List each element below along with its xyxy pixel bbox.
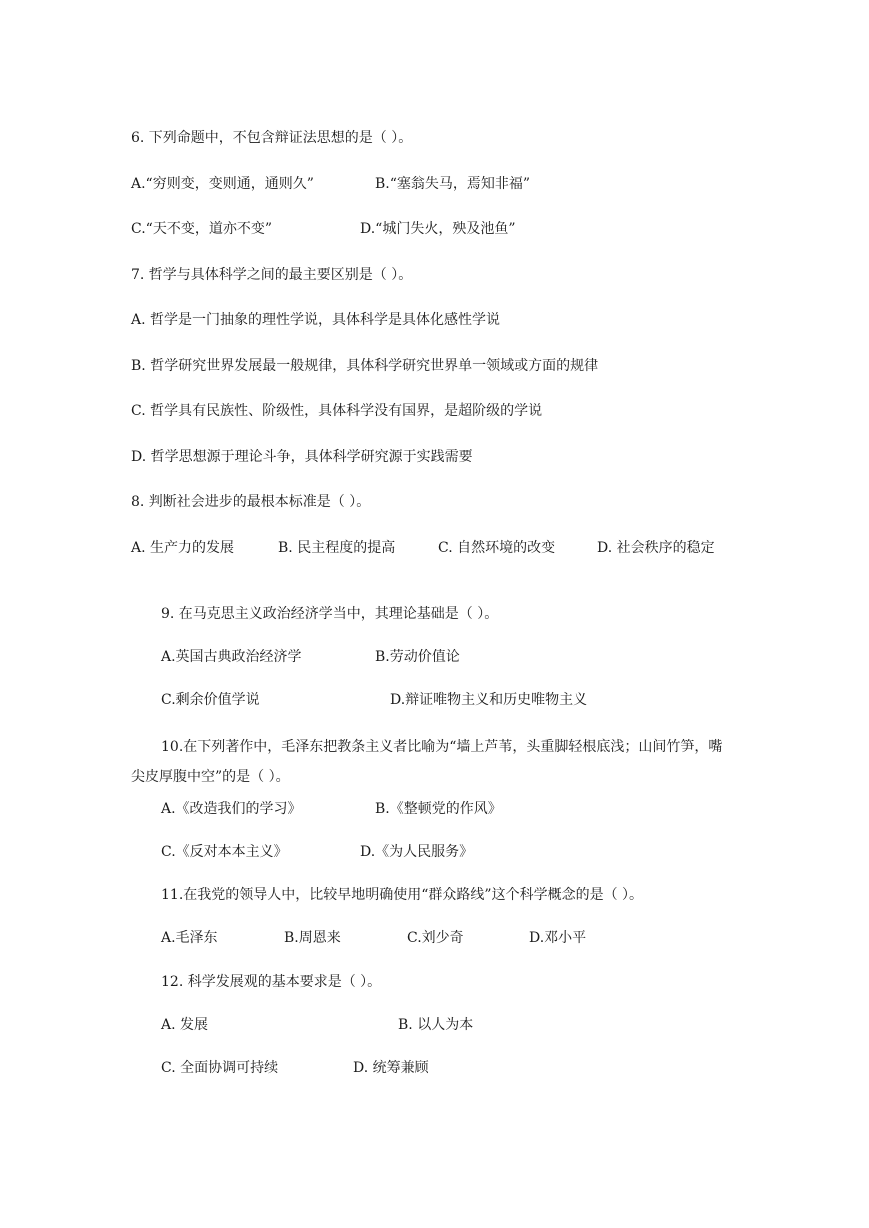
q6-option-b: B.“塞翁失马，焉知非福” (375, 176, 531, 192)
q8-option-c: C. 自然环境的改变 (438, 540, 556, 556)
q7-option-b: B. 哲学研究世界发展最一般规律，具体科学研究世界单一领域或方面的规律 (131, 358, 599, 374)
q12-option-a: A. 发展 (161, 1017, 209, 1033)
q7-option-c: C. 哲学具有民族性、阶级性，具体科学没有国界，是超阶级的学说 (131, 403, 543, 419)
q8-stem: 8. 判断社会进步的最根本标准是（ ）。 (131, 494, 371, 510)
q12-option-b: B. 以人为本 (398, 1017, 474, 1033)
q7-option-a: A. 哲学是一门抽象的理性学说，具体科学是具体化感性学说 (131, 312, 501, 328)
q11-option-c: C.刘少奇 (407, 930, 464, 946)
q8-option-b: B. 民主程度的提高 (278, 540, 396, 556)
q12-stem: 12. 科学发展观的基本要求是（ ）。 (161, 974, 382, 990)
q8-option-a: A. 生产力的发展 (131, 540, 235, 556)
q11-option-b: B.周恩来 (284, 930, 341, 946)
q9-option-c: C.剩余价值学说 (161, 692, 260, 708)
q11-stem: 11.在我党的领导人中，比较早地明确使用“群众路线”这个科学概念的是（ ）。 (161, 887, 644, 903)
q6-option-c: C.“天不变，道亦不变” (131, 221, 272, 237)
q6-option-a: A.“穷则变，变则通，通则久” (131, 176, 314, 192)
q10-option-b: B.《整顿党的作风》 (375, 801, 502, 817)
q9-option-d: D.辩证唯物主义和历史唯物主义 (390, 692, 588, 708)
q9-option-a: A.英国古典政治经济学 (161, 649, 302, 665)
q10-stem: 10.在下列著作中，毛泽东把教条主义者比喻为“墙上芦苇，头重脚轻根底浅；山间竹笋，嘴尖皮厚腹中空”的是（ ）。 (131, 739, 723, 785)
q10-option-d: D.《为人民服务》 (360, 844, 474, 860)
q11-option-a: A.毛泽东 (161, 930, 218, 946)
q9-option-b: B.劳动价值论 (375, 649, 460, 665)
q12-option-c: C. 全面协调可持续 (161, 1060, 279, 1076)
q8-option-d: D. 社会秩序的稳定 (597, 540, 715, 556)
q6-stem: 6. 下列命题中，不包含辩证法思想的是（ ）。 (131, 130, 413, 146)
q9-stem: 9. 在马克思主义政治经济学当中，其理论基础是（ ）。 (161, 606, 499, 622)
q6-option-d: D.“城门失火，殃及池鱼” (360, 221, 516, 237)
q12-option-d: D. 统筹兼顾 (353, 1060, 429, 1076)
q11-option-d: D.邓小平 (529, 930, 587, 946)
q7-stem: 7. 哲学与具体科学之间的最主要区别是（ ）。 (131, 267, 413, 283)
q10-option-a: A.《改造我们的学习》 (161, 801, 302, 817)
q10-option-c: C.《反对本本主义》 (161, 844, 288, 860)
q7-option-d: D. 哲学思想源于理论斗争，具体科学研究源于实践需要 (131, 449, 473, 465)
